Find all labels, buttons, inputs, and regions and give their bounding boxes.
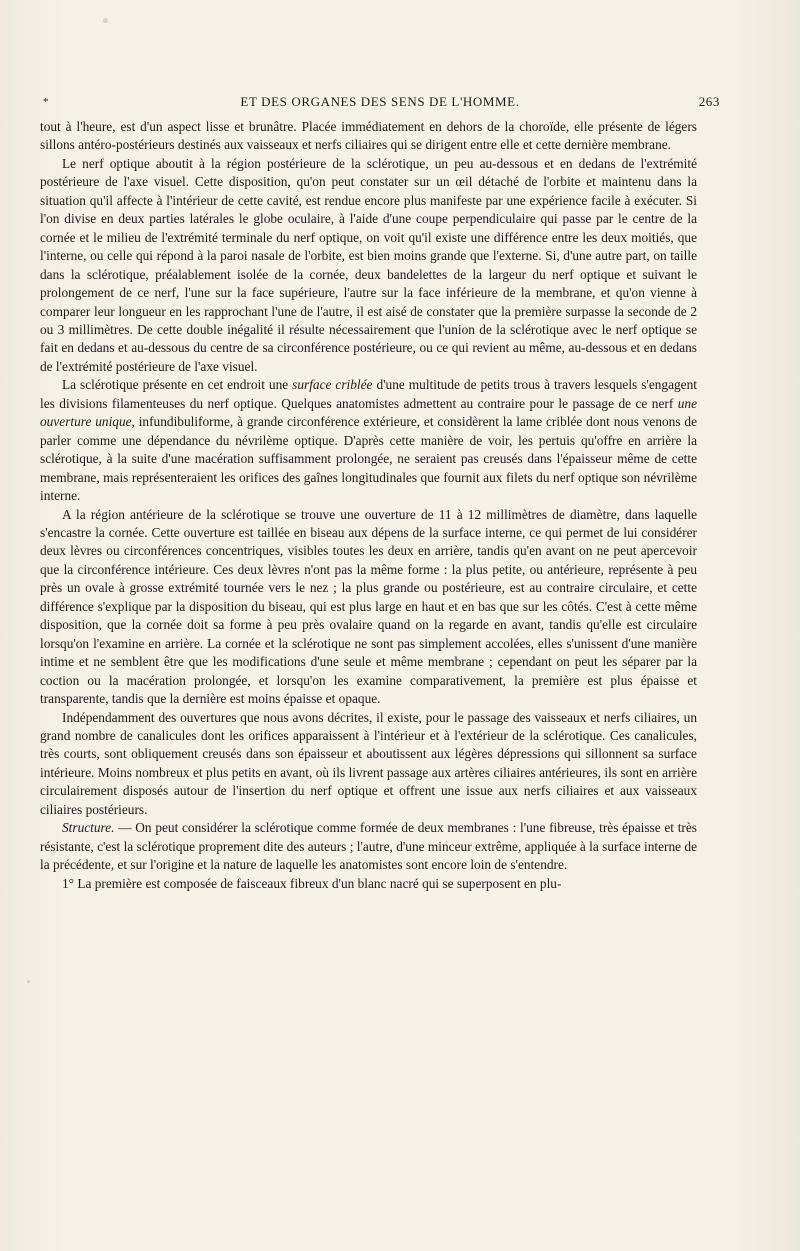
italic-term: surface criblée (292, 377, 373, 393)
page-number: 263 (698, 94, 720, 109)
running-header (40, 94, 720, 114)
header-mark: * (43, 96, 50, 108)
paragraph-continuation: tout à l'heure, est d'un aspect lisse et brunâtre. Placée immédiatement en dehors de la choroïde, elle présente de légers sillons antéro-postérieurs destinés aux vaisseaux et nerfs ciliaires qui se dirigent entre elle et cette dernière membrane. (40, 119, 697, 153)
paragraph-text: d'une multitude de petits trous à travers lesquels s'engagent les divisions filamenteuses du nerf optique. Quelques anatomistes admettent au contraire pour le passage de ce nerf (40, 377, 697, 411)
paragraph-text: , infundibuliforme, à grande circonférence extérieure, et considèrent la lame criblée dont nous venons de parler comme une dépendance du névrilème optique. D'après cette manière de voir, les pertuis qu'offre en arrière la sclérotique, à la suite d'une macération suffisamment prolongée, ne seraient pas creusés dans l'épaisseur même de cette membrane, mais représenteraient les orifices des gaînes longitudinales que fournit aux filets du nerf optique son névrilème interne. (40, 414, 697, 504)
section-heading: Structure. (62, 820, 115, 836)
paragraph-canalicules: Indépendamment des ouvertures que nous avons décrites, il existe, pour le passage des vaisseaux et nerfs ciliaires, un grand nombre de canalicules dont les orifices apparaissent à l'intérieur et à l'extérieur de la sclérotique. Ces canalicules, très courts, sont obliquement creusés dans son épaisseur et aboutissent aux légères dépressions qui sillonnent sa surface intérieure. Moins nombreux et plus petits en avant, où ils livrent passage aux artères ciliaires antérieures, ils sont en arrière circulairement disposés autour de l'insertion du nerf optique et offrent une issue aux nerfs ciliaires et aux vaisseaux ciliaires postérieurs. (40, 709, 697, 817)
paper-spot (27, 980, 30, 983)
paragraph-text: — On peut considérer la sclérotique comme formée de deux membranes : l'une fibreuse, très épaisse et très résistante, c'est la sclérotique proprement dite des auteurs ; l'autre, d'une minceur extrême, appliquée à la surface interne de la précédente, et sur l'origine et la nature de laquelle les anatomistes sont encore loin de s'entendre. (40, 820, 697, 873)
body-text (40, 118, 697, 893)
paper-spot (103, 18, 108, 23)
paragraph-structure (40, 819, 697, 874)
italic-term: une ouverture unique (40, 395, 697, 430)
paragraph-anterior-opening: A la région antérieure de la sclérotique se trouve une ouverture de 11 à 12 millimètres de diamètre, dans laquelle s'encastre la cornée. Cette ouverture est taillée en biseau aux dépens de la surface interne, ce qui permet de lui considérer deux lèvres ou circonférences concentriques, visibles toutes les deux en arrière, tandis qu'en avant on ne peut apercevoir que la circonférence intérieure. Ces deux lèvres n'ont pas la même forme : la plus petite, ou antérieure, représente à peu près un ovale à grosse extrémité tournée vers le nez ; la plus grande ou postérieure, est au contraire circulaire, et cette différence s'explique par la disposition du biseau, qui est plus large en haut et en bas que sur les côtés. C'est à cette même disposition, que la cornée doit sa forme à peu près ovalaire quand on la regarde en avant, tandis qu'elle est circulaire lorsqu'on l'examine en arrière. La cornée et la sclérotique ne sont pas simplement accolées, elles s'unissent d'une manière intime et ne semblent être que les modifications d'une seule et même membrane ; cependant on peut les séparer par la coction ou la macération prolongée, et lorsqu'on les examine comparativement, la première est plus épaisse et transparente, tandis que la dernière est moins épaisse et opaque. (40, 506, 697, 707)
running-title: ET DES ORGANES DES SENS DE L'HOMME. (240, 94, 520, 109)
paragraph-first-membrane: 1° La première est composée de faisceaux fibreux d'un blanc nacré qui se superposent en plu- (62, 875, 562, 891)
paragraph-optic-nerve: Le nerf optique aboutit à la région postérieure de la sclérotique, un peu au-dessous et en dedans de l'extrémité postérieure de l'axe visuel. Cette disposition, qu'on peut constater sur un œil détaché de l'orbite et maintenu dans la situation qu'il affecte à l'intérieur de cette cavité, est rendue encore plus manifeste par une expérience facile à exécuter. Si l'on divise en deux parties latérales le globe oculaire, à l'aide d'une coupe perpendiculaire qui passe par le centre de la cornée et le milieu de l'extrémité terminale du nerf optique, on voit qu'il existe une différence entre les deux moitiés, que l'interne, ou celle qui répond à la paroi nasale de l'orbite, est bien moins grande que l'externe. Si, d'une autre part, on taille dans la sclérotique, préalablement isolée de la cornée, deux bandelettes de la largeur du nerf optique et suivant le prolongement de ce nerf, l'une sur la face supérieure, l'autre sur la face inférieure de la membrane, et qu'on vienne à comparer leur longueur en les rapprochant l'une de l'autre, il est aisé de constater que la première surpasse la seconde de 2 ou 3 millimètres. De cette double inégalité il résulte nécessairement que l'union de la sclérotique avec le nerf optique se fait en dedans et au-dessous du centre de sa circonférence postérieure, ou ce qui revient au même, au-dessous et en dedans de l'extrémité postérieure de l'axe visuel. (40, 155, 697, 374)
paragraph-surface-criblee (40, 376, 697, 505)
paragraph-text: La sclérotique présente en cet endroit une (62, 377, 293, 393)
